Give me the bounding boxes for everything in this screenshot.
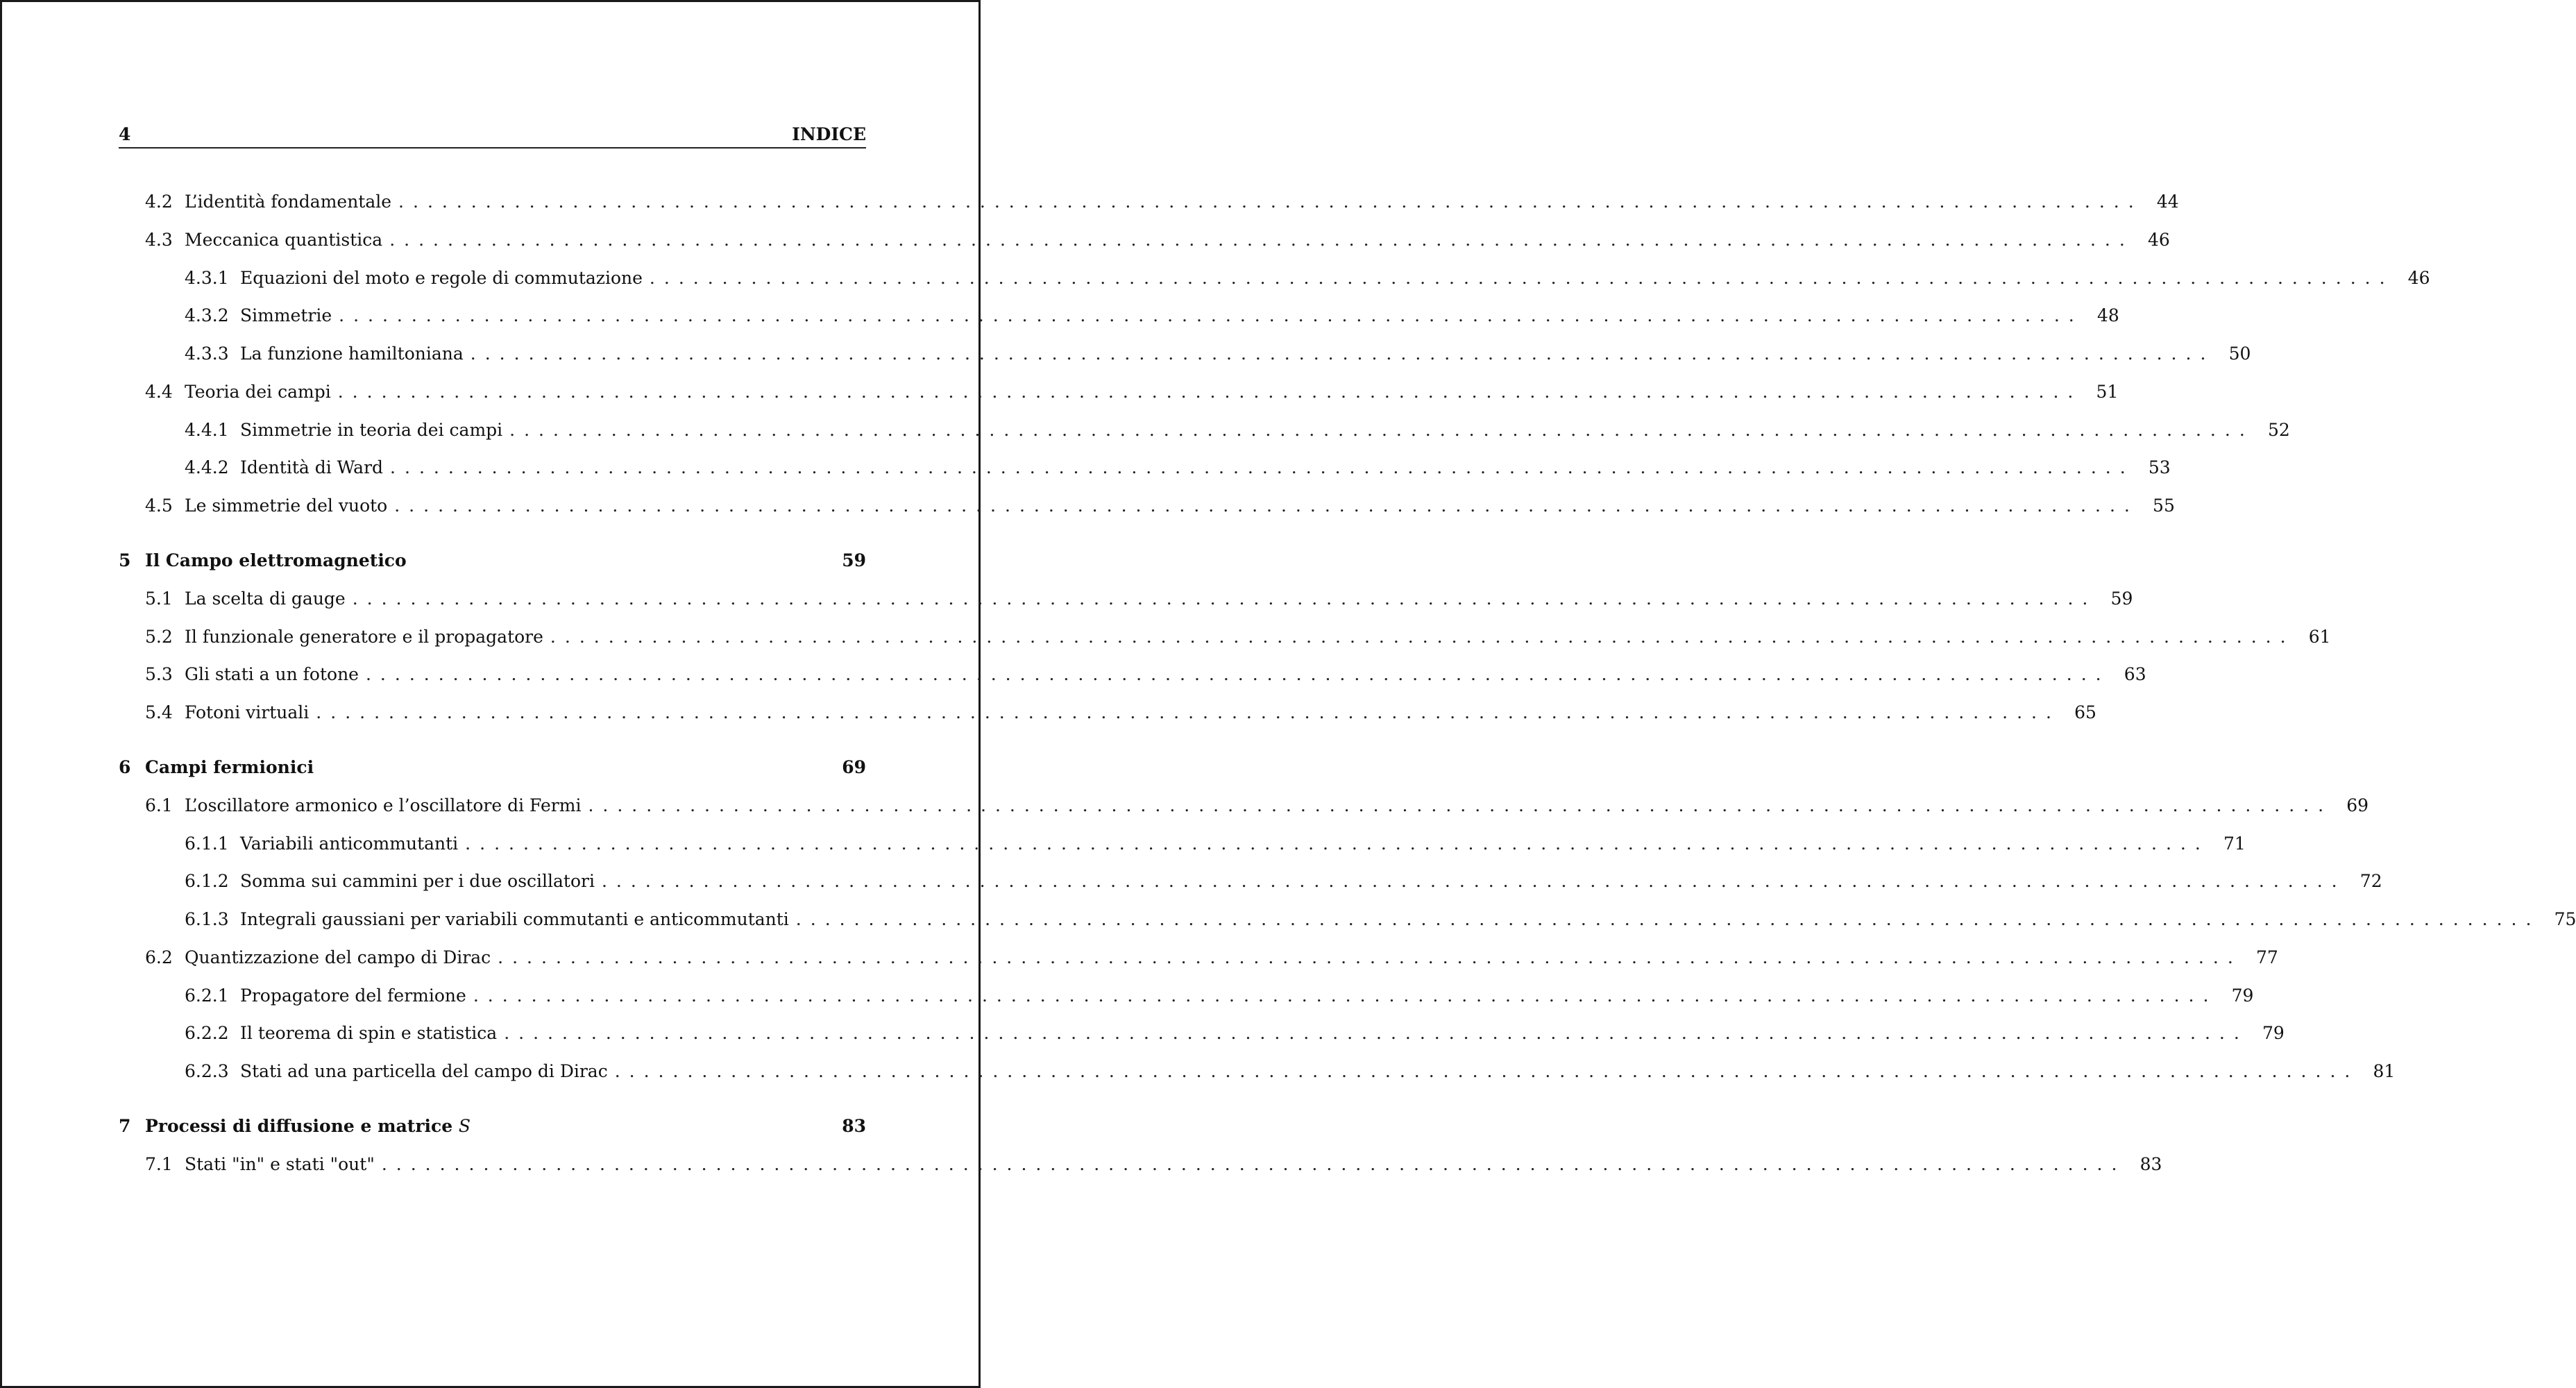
toc-entry-chapter[interactable] bbox=[119, 1112, 866, 1140]
toc-entry-section[interactable] bbox=[119, 699, 2096, 727]
toc-entry-section[interactable] bbox=[119, 492, 2175, 520]
toc-entry-number: 4.3.3 bbox=[185, 344, 229, 364]
dot-leader: ........................................................................................................................ bbox=[601, 871, 2346, 891]
toc-entry-title bbox=[185, 661, 359, 688]
toc-entry-section[interactable] bbox=[119, 585, 2133, 613]
toc-entry-page: 53 bbox=[2148, 457, 2171, 477]
toc-entry-title-text: La scelta di gauge bbox=[185, 589, 346, 609]
toc-entry-number: 4.2 bbox=[145, 192, 173, 212]
toc-entry-title bbox=[240, 906, 789, 933]
toc-entry-number: 6.2.2 bbox=[185, 1023, 229, 1043]
toc-entry-title bbox=[185, 492, 387, 520]
toc-entry-title-text: Teoria dei campi bbox=[185, 382, 331, 402]
toc-entry-title-text: Identità di Ward bbox=[240, 457, 384, 477]
toc-entry-title bbox=[185, 1151, 375, 1178]
toc-entry-number: 5.3 bbox=[145, 664, 173, 684]
toc-entry-subsection[interactable] bbox=[119, 264, 2430, 292]
toc-entry-page: 75 bbox=[2554, 909, 2576, 929]
toc-entry-title bbox=[240, 264, 643, 292]
toc-entry-number: 5.1 bbox=[145, 589, 173, 609]
toc-entry-title bbox=[145, 754, 314, 781]
toc-entry-title bbox=[240, 454, 383, 482]
toc-entry-title-text: Somma sui cammini per i due oscillatori bbox=[240, 871, 595, 891]
toc-entry-title bbox=[240, 340, 464, 368]
toc-entry-page: 65 bbox=[2074, 702, 2096, 722]
toc-entry-title-text: La funzione hamiltoniana bbox=[240, 344, 464, 364]
toc-entry-number: 4.4.1 bbox=[185, 420, 229, 440]
toc-entry-number: 5.2 bbox=[145, 627, 173, 647]
toc-entry-title bbox=[185, 699, 309, 727]
dot-leader: ........................................................................................................................ bbox=[509, 420, 2254, 440]
running-head bbox=[119, 121, 866, 149]
toc-entry-page: 79 bbox=[2231, 985, 2254, 1006]
toc-entry-chapter[interactable] bbox=[119, 547, 866, 575]
toc-entry-title-text: Gli stati a un fotone bbox=[185, 664, 359, 684]
toc-entry-title-text: Equazioni del moto e regole di commutazione bbox=[240, 268, 643, 288]
toc-entry-number: 4.4 bbox=[145, 382, 173, 402]
dot-leader: ........................................................................................................................ bbox=[352, 589, 2097, 609]
dot-leader: ........................................................................................................................ bbox=[316, 702, 2060, 722]
page-number: 4 bbox=[119, 124, 131, 144]
toc-entry-page: 79 bbox=[2262, 1023, 2285, 1043]
toc-entry-title bbox=[185, 378, 331, 406]
toc-entry-page: 48 bbox=[2096, 305, 2119, 325]
toc-entry-title-text: Il funzionale generatore e il propagatore bbox=[185, 627, 543, 647]
dot-leader: ........................................................................................................................ bbox=[588, 795, 2333, 815]
toc-entry-page: 46 bbox=[2407, 268, 2430, 288]
toc-entry-page: 83 bbox=[842, 1116, 866, 1136]
dot-leader: ........................................................................................................................ bbox=[381, 1154, 2126, 1174]
dot-leader: ........................................................................................................................ bbox=[649, 268, 2394, 288]
toc-entry-title-text: Quantizzazione del campo di Dirac bbox=[185, 947, 491, 967]
toc-entry-title bbox=[185, 623, 543, 651]
toc-entry-subsection[interactable] bbox=[119, 340, 2251, 368]
toc-entry-page: 71 bbox=[2223, 833, 2246, 854]
dot-leader: ........................................................................................................................ bbox=[795, 909, 2541, 929]
toc-entry-page: 50 bbox=[2228, 344, 2251, 364]
toc-entry-title-text: Stati "in" e stati "out" bbox=[185, 1154, 375, 1174]
dot-leader: ........................................................................................................................ bbox=[390, 457, 2135, 477]
toc-entry-page: 69 bbox=[2346, 795, 2369, 815]
dot-leader: ........................................................................................................................ bbox=[470, 344, 2215, 364]
toc-entry-number: 4.3.1 bbox=[185, 268, 229, 288]
toc-entry-title bbox=[240, 416, 502, 444]
dot-leader: ........................................................................................................................ bbox=[389, 230, 2134, 250]
toc-entry-page: 83 bbox=[2139, 1154, 2162, 1174]
toc-entry-number: 6.2.1 bbox=[185, 985, 229, 1006]
toc-entry-section[interactable] bbox=[119, 944, 2278, 972]
toc-entry-title-text: Propagatore del fermione bbox=[240, 985, 466, 1006]
toc-entry-page: 61 bbox=[2308, 627, 2331, 647]
dot-leader: ........................................................................................................................ bbox=[473, 985, 2218, 1006]
toc-entry-title-text: Stati ad una particella del campo di Dirac bbox=[240, 1061, 608, 1081]
toc-entry-title bbox=[145, 547, 407, 575]
toc-entry-title bbox=[240, 302, 332, 330]
toc-entry-title bbox=[240, 1019, 497, 1047]
toc-entry-subsection[interactable] bbox=[119, 454, 2171, 482]
toc-entry-subsection[interactable] bbox=[119, 906, 2576, 933]
toc-entry-number: 5 bbox=[119, 550, 131, 570]
toc-entry-title-text: Simmetrie in teoria dei campi bbox=[240, 420, 503, 440]
toc-entry-section[interactable] bbox=[119, 661, 2146, 688]
toc-entry-page: 51 bbox=[2096, 382, 2119, 402]
toc-entry-number: 6.1 bbox=[145, 795, 173, 815]
toc-entry-title-text: Variabili anticommutanti bbox=[240, 833, 459, 854]
toc-entry-number: 6.2.3 bbox=[185, 1061, 229, 1081]
toc-entry-number: 7 bbox=[119, 1116, 131, 1136]
toc-entry-page: 52 bbox=[2267, 420, 2290, 440]
dot-leader: ........................................................................................................................ bbox=[498, 947, 2242, 967]
toc-entry-subsection[interactable] bbox=[119, 302, 2119, 330]
toc-entry-subsection[interactable] bbox=[119, 416, 2290, 444]
toc-entry-number: 6.1.2 bbox=[185, 871, 229, 891]
toc-entry-title-text: Simmetrie bbox=[240, 305, 332, 325]
toc-entry-title bbox=[240, 1058, 608, 1085]
dot-leader: ........................................................................................................................ bbox=[550, 627, 2295, 647]
toc-entry-section[interactable] bbox=[119, 188, 2179, 216]
toc-entry-page: 46 bbox=[2148, 230, 2170, 250]
toc-entry-page: 44 bbox=[2156, 192, 2179, 212]
toc-entry-title bbox=[145, 1112, 471, 1140]
toc-entry-subsection[interactable] bbox=[119, 982, 2254, 1010]
toc-entry-title bbox=[185, 188, 391, 216]
toc-entry-number: 6.2 bbox=[145, 947, 173, 967]
toc-entry-page: 59 bbox=[2110, 589, 2133, 609]
toc-entry-title bbox=[185, 585, 346, 613]
toc-entry-title bbox=[185, 944, 491, 972]
toc-entry-number: 4.3.2 bbox=[185, 305, 229, 325]
toc-entry-title-text: Fotoni virtuali bbox=[185, 702, 310, 722]
dot-leader: ........................................................................................................................ bbox=[504, 1023, 2248, 1043]
toc-entry-number: 6.1.1 bbox=[185, 833, 229, 854]
dot-leader: ........................................................................................................................ bbox=[365, 664, 2110, 684]
toc-entry-number: 6.1.3 bbox=[185, 909, 229, 929]
toc-entry-page: 59 bbox=[842, 550, 866, 570]
toc-entry-page: 63 bbox=[2124, 664, 2146, 684]
toc-entry-subsection[interactable] bbox=[119, 830, 2246, 858]
toc-entry-title-text: L’oscillatore armonico e l’oscillatore di Fermi bbox=[185, 795, 582, 815]
dot-leader: ........................................................................................................................ bbox=[339, 305, 2083, 325]
toc-entry-subsection[interactable] bbox=[119, 867, 2382, 895]
toc-entry-section[interactable] bbox=[119, 792, 2369, 820]
toc-entry-title-text: Campi fermionici bbox=[145, 757, 314, 777]
dot-leader: ........................................................................................................................ bbox=[337, 382, 2083, 402]
toc-entry-page: 77 bbox=[2255, 947, 2278, 967]
toc-entry-subsection[interactable] bbox=[119, 1058, 2396, 1085]
running-title: INDICE bbox=[792, 124, 866, 144]
toc-entry-number: 4.5 bbox=[145, 496, 173, 516]
dot-leader: ........................................................................................................................ bbox=[614, 1061, 2359, 1081]
toc-entry-number: 5.4 bbox=[145, 702, 173, 722]
toc-entry-title-text: Le simmetrie del vuoto bbox=[185, 496, 388, 516]
toc-entry-title bbox=[240, 867, 595, 895]
toc-entry-title-text: Il Campo elettromagnetico bbox=[145, 550, 407, 570]
toc-entry-subsection[interactable] bbox=[119, 1019, 2285, 1047]
toc-entry-section[interactable] bbox=[119, 378, 2119, 406]
toc-entry-title-text: Integrali gaussiani per variabili commutanti e anticommutanti bbox=[240, 909, 789, 929]
toc-entry-page: 72 bbox=[2359, 871, 2382, 891]
toc-entry-number: 4.3 bbox=[145, 230, 173, 250]
dot-leader: ........................................................................................................................ bbox=[465, 833, 2210, 854]
toc-entry-number: 4.4.2 bbox=[185, 457, 229, 477]
toc-entry-title bbox=[185, 226, 382, 254]
toc-entry-title bbox=[240, 830, 458, 858]
toc-entry-title-text: Processi di diffusione e matrice bbox=[145, 1116, 453, 1136]
toc-entry-chapter[interactable] bbox=[119, 754, 866, 781]
toc-entry-page: 69 bbox=[842, 757, 866, 777]
toc-entry-title-text: L’identità fondamentale bbox=[185, 192, 392, 212]
toc-entry-page: 81 bbox=[2373, 1061, 2396, 1081]
toc-entry-math-symbol: S bbox=[458, 1116, 471, 1136]
dot-leader: ........................................................................................................................ bbox=[398, 192, 2143, 212]
toc-entry-page: 55 bbox=[2153, 496, 2175, 516]
toc-entry-section[interactable] bbox=[119, 226, 2170, 254]
toc-entry-title bbox=[185, 792, 581, 820]
dot-leader: ........................................................................................................................ bbox=[394, 496, 2139, 516]
toc-entry-title-text: Il teorema di spin e statistica bbox=[240, 1023, 498, 1043]
toc-entry-title bbox=[240, 982, 466, 1010]
toc-entry-number: 6 bbox=[119, 757, 131, 777]
toc-entry-section[interactable] bbox=[119, 623, 2331, 651]
toc-entry-section[interactable] bbox=[119, 1151, 2162, 1178]
toc-entry-title-text: Meccanica quantistica bbox=[185, 230, 383, 250]
toc-entry-number: 7.1 bbox=[145, 1154, 173, 1174]
